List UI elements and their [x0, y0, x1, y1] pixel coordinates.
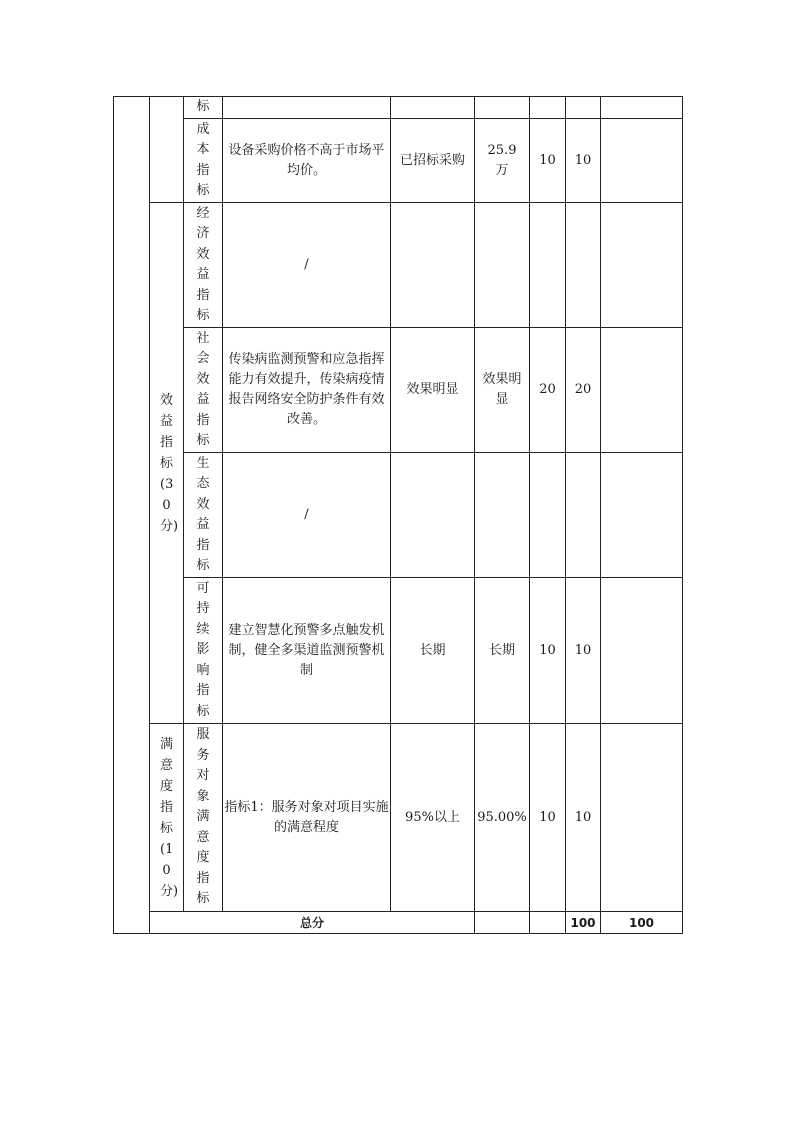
score-value — [566, 97, 601, 119]
table-row — [114, 578, 683, 724]
remark-cell — [601, 203, 683, 328]
indicator-description: / — [223, 203, 391, 328]
tertiary-indicator-cell: 生态效益指标 — [184, 453, 223, 578]
target-value: 效果明显 — [391, 328, 475, 453]
weight-value — [530, 203, 566, 328]
actual-value: 长期 — [475, 578, 530, 724]
table-row — [114, 119, 683, 203]
indicator-description: 设备采购价格不高于市场平均价。 — [223, 119, 391, 203]
score-value — [566, 453, 601, 578]
tertiary-indicator-cell: 标 — [184, 97, 223, 119]
weight-value: 10 — [530, 578, 566, 724]
table-row — [114, 453, 683, 578]
actual-value — [475, 453, 530, 578]
secondary-indicator-cell: 效益指标(30分) — [150, 203, 184, 724]
table-row — [114, 97, 683, 119]
performance-table — [113, 96, 683, 934]
remark-cell — [601, 119, 683, 203]
score-value: 10 — [566, 119, 601, 203]
remark-cell — [601, 97, 683, 119]
target-value — [391, 203, 475, 328]
target-value: 已招标采购 — [391, 119, 475, 203]
tertiary-indicator-cell: 经济效益指标 — [184, 203, 223, 328]
score-value: 20 — [566, 328, 601, 453]
table-row — [114, 328, 683, 453]
indicator-description: / — [223, 453, 391, 578]
target-value — [391, 97, 475, 119]
weight-value — [530, 453, 566, 578]
indicator-description: 指标1：服务对象对项目实施的满意程度 — [223, 724, 391, 912]
score-value — [566, 203, 601, 328]
secondary-indicator-cell — [150, 97, 184, 203]
actual-value: 25.9万 — [475, 119, 530, 203]
weight-value: 20 — [530, 328, 566, 453]
total-score: 100 — [601, 912, 683, 934]
total-weight: 100 — [566, 912, 601, 934]
actual-value — [530, 912, 566, 934]
table-row — [114, 724, 683, 912]
tertiary-indicator-cell: 社会效益指标 — [184, 328, 223, 453]
score-value: 10 — [566, 724, 601, 912]
remark-cell — [601, 578, 683, 724]
weight-value: 10 — [530, 724, 566, 912]
indicator-description: 传染病监测预警和应急指挥能力有效提升，传染病疫情报告网络安全防护条件有效改善。 — [223, 328, 391, 453]
remark-cell — [601, 453, 683, 578]
actual-value — [475, 203, 530, 328]
tertiary-indicator-cell: 服务对象满意度指标 — [184, 724, 223, 912]
target-value — [475, 912, 530, 934]
table-row — [114, 203, 683, 328]
weight-value — [530, 97, 566, 119]
actual-value: 95.00% — [475, 724, 530, 912]
primary-indicator-cell — [114, 97, 150, 934]
indicator-description: 建立智慧化预警多点触发机制，健全多渠道监测预警机制 — [223, 578, 391, 724]
remark-cell — [601, 328, 683, 453]
tertiary-indicator-cell: 可持续影响指标 — [184, 578, 223, 724]
total-row — [114, 912, 683, 934]
remark-cell — [601, 724, 683, 912]
target-value: 95%以上 — [391, 724, 475, 912]
actual-value — [475, 97, 530, 119]
target-value — [391, 453, 475, 578]
total-label: 总分 — [150, 912, 475, 934]
indicator-description — [223, 97, 391, 119]
target-value: 长期 — [391, 578, 475, 724]
secondary-indicator-cell: 满意度指标(10分) — [150, 724, 184, 912]
tertiary-indicator-cell: 成本指标 — [184, 119, 223, 203]
weight-value: 10 — [530, 119, 566, 203]
score-value: 10 — [566, 578, 601, 724]
actual-value: 效果明显 — [475, 328, 530, 453]
